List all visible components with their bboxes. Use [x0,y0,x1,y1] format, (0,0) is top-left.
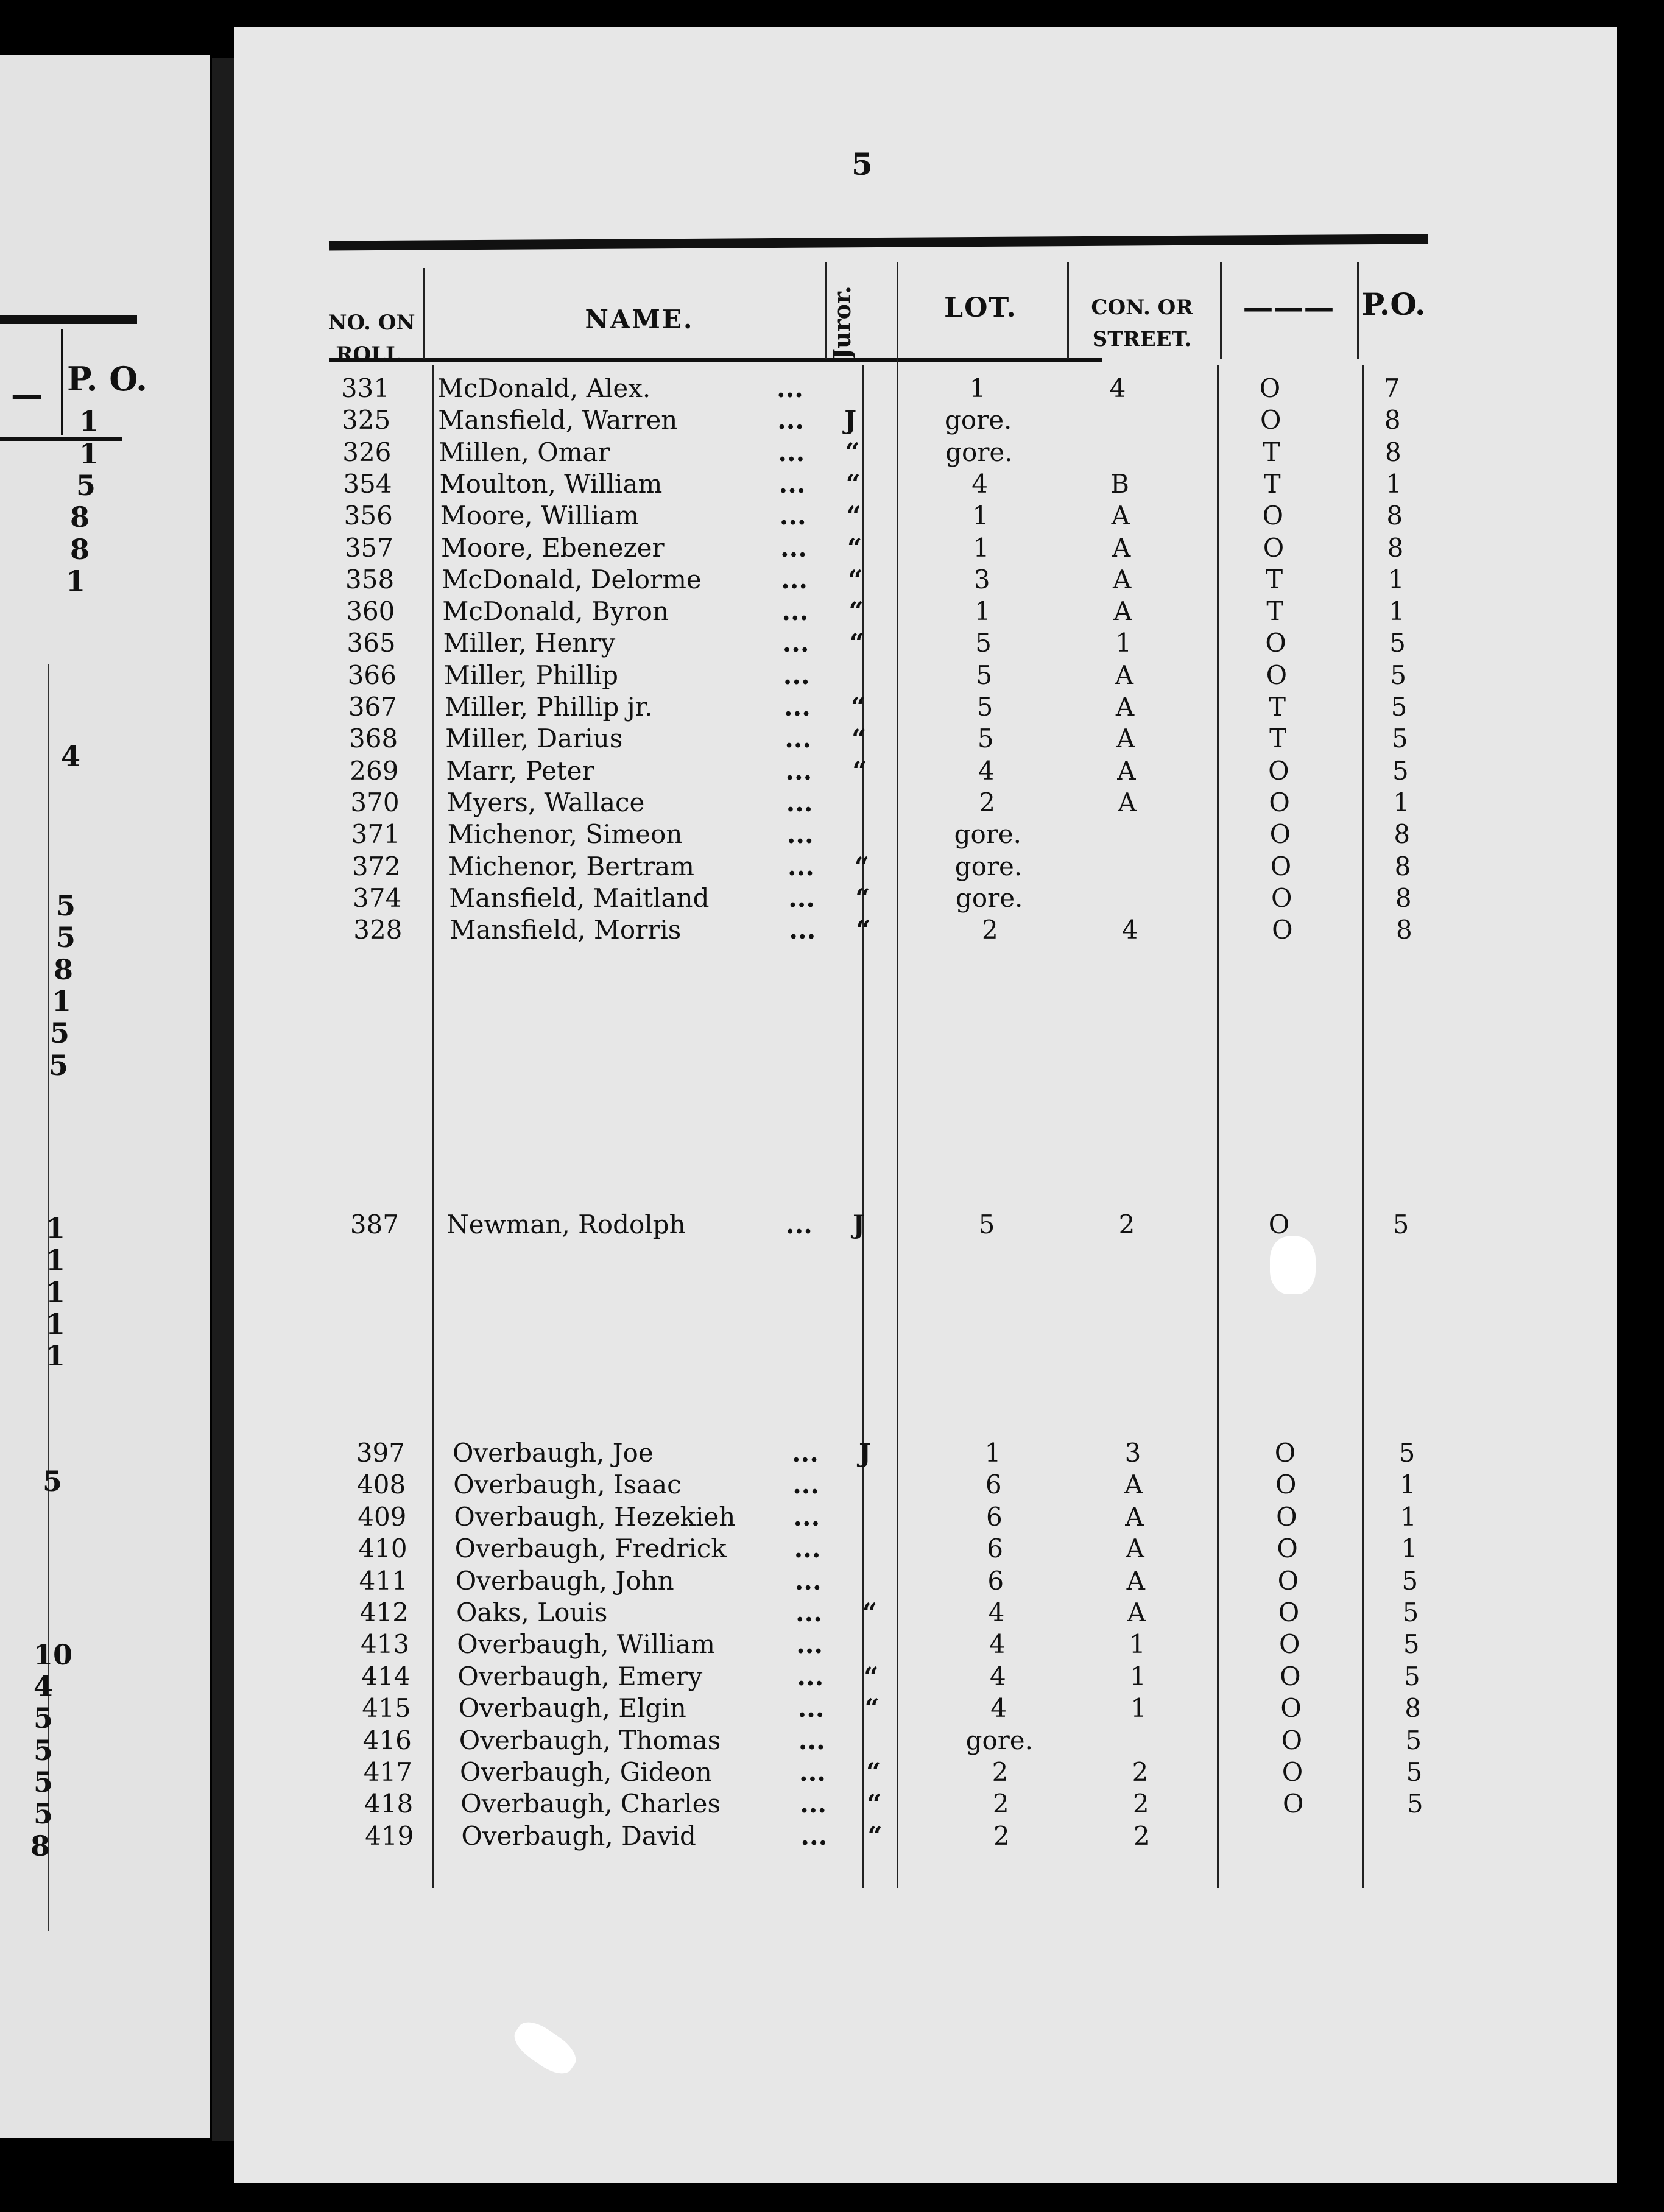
juror-mark: “ [864,1661,879,1691]
juror-mark: “ [847,532,862,563]
lot-value: 5 [977,724,994,754]
roll-number: 358 [345,564,395,594]
leader-dots: ... [800,1820,828,1851]
juror-mark: “ [845,468,861,499]
roll-number: 356 [344,501,393,531]
post-office-value: 5 [1392,1210,1409,1239]
roll-number: 372 [351,851,401,881]
post-office-value: 8 [1405,1693,1421,1724]
roll-number: 360 [346,596,395,627]
entry-name: Overbaugh, Elgin [458,1693,686,1724]
paper-blemish [1270,1236,1316,1294]
status-letter: T [1266,596,1284,627]
status-letter: O [1277,1565,1299,1596]
left-page-po-value: 1 [46,1339,66,1372]
post-office-value: 8 [1385,437,1401,467]
roll-number: 365 [347,628,396,658]
entry-name: Moulton, William [439,468,663,499]
leader-dots: ... [781,564,808,594]
leader-dots: ... [777,405,805,435]
left-page-po-value: 1 [52,985,72,1018]
left-page-po-value: 1 [46,1308,66,1340]
leader-dots: ... [786,819,814,850]
entry-name: Mansfield, Morris [449,915,682,945]
juror-mark: “ [855,882,870,913]
con-or-street-value: 1 [1130,1693,1147,1724]
leader-dots: ... [786,787,813,817]
roll-number: 366 [347,660,397,690]
roll-number: 410 [358,1534,407,1564]
juror-mark: “ [849,628,864,658]
con-or-street-value: A [1111,501,1130,531]
leader-dots: ... [779,501,806,531]
entry-name: Moore, Ebenezer [441,532,665,563]
con-or-street-value: A [1115,692,1135,722]
roll-number: 326 [342,437,392,467]
post-office-value: 8 [1394,819,1411,850]
lot-value: 5 [978,1210,995,1239]
roll-number: 269 [350,755,399,786]
lot-value: 6 [987,1565,1004,1596]
roll-number: 414 [361,1661,411,1691]
status-letter: O [1274,1438,1296,1468]
juror-mark: “ [846,501,861,531]
post-office-value: 5 [1391,692,1408,722]
leader-dots: ... [788,882,816,913]
left-page-header-dash: — [11,376,43,414]
status-letter: O [1269,787,1290,817]
book-gutter [212,58,238,2141]
con-or-street-value: 4 [1109,373,1126,403]
left-page-po-value: 8 [70,501,90,534]
status-letter: T [1268,692,1286,722]
lot-value: 4 [989,1629,1006,1660]
entry-name: Overbaugh, Emery [457,1661,703,1691]
entry-name: Overbaugh, Hezekieh [454,1501,736,1532]
lot-value: gore. [944,405,1012,435]
left-page-po-value: 1 [46,1276,66,1309]
entry-name: Oaks, Louis [456,1597,608,1627]
status-letter: O [1277,1534,1298,1564]
status-letter: O [1270,851,1292,881]
post-office-value: 1 [1386,468,1402,499]
entry-name: Mansfield, Maitland [449,882,710,913]
juror-mark: “ [866,1757,881,1787]
entry-name: McDonald, Delorme [442,564,702,594]
status-letter: O [1268,755,1289,786]
left-page-po-value: 5 [76,469,96,502]
leader-dots: ... [797,1661,824,1691]
lot-value: 6 [987,1534,1003,1564]
roll-number: 408 [357,1470,406,1500]
lot-value: 2 [979,787,995,817]
leader-dots: ... [798,1725,825,1755]
lot-value: 1 [973,532,990,563]
roll-number: 357 [344,532,393,563]
roll-number: 354 [343,468,392,499]
status-letter: O [1276,1501,1297,1532]
juror-mark: “ [867,1789,882,1819]
lot-value: 4 [988,1597,1005,1627]
roll-number: 415 [362,1693,411,1724]
column-divider [1362,365,1364,1888]
status-letter: O [1281,1725,1303,1755]
status-letter: T [1269,724,1287,754]
juror-mark: “ [852,755,867,786]
header-con-or-street [1069,295,1215,351]
status-letter: O [1275,1470,1297,1500]
juror-mark: “ [845,437,860,467]
entry-name: Overbaugh, Charles [460,1789,721,1819]
left-page-header-po: P. O. [67,359,147,398]
roll-number: 397 [356,1438,405,1468]
lot-value: 4 [978,755,995,786]
post-office-value: 5 [1402,1597,1419,1627]
status-letter: O [1278,1629,1300,1660]
lot-value: gore. [965,1725,1034,1755]
entry-name: Miller, Darius [445,724,623,754]
con-or-street-value: 1 [1130,1661,1146,1691]
post-office-value: 5 [1401,1565,1419,1596]
juror-mark: “ [862,1597,878,1627]
left-page-po-value: 5 [33,1766,54,1798]
entry-name: McDonald, Byron [442,596,669,627]
header-juror: Juror. [828,286,856,359]
status-letter: O [1262,501,1284,531]
leader-dots: ... [784,692,811,722]
juror-mark: J [859,1438,871,1468]
left-page-po-value: 5 [49,1049,69,1082]
lot-value: 4 [990,1661,1006,1691]
leader-dots: ... [792,1470,820,1500]
roll-number: 371 [351,819,400,850]
lot-value: 1 [984,1438,1001,1468]
lot-value: 1 [975,596,991,627]
status-letter: T [1266,564,1283,594]
leader-dots: ... [788,851,814,881]
lot-value: 5 [976,692,993,722]
lot-value: 5 [975,628,992,658]
leader-dots: ... [783,660,810,690]
con-or-street-value: A [1113,564,1132,594]
post-office-value: 5 [1403,1629,1420,1660]
post-office-value: 7 [1383,373,1400,403]
status-letter: O [1269,819,1291,850]
status-letter: T [1263,468,1281,499]
status-letter: O [1260,405,1281,435]
left-page-po-value: 5 [33,1702,54,1735]
lot-value: 6 [985,1470,1002,1500]
roll-number: 328 [353,915,403,945]
post-office-value: 1 [1389,596,1405,627]
header-con-line2: STREET. [1092,327,1192,351]
left-page-po-value: 4 [33,1670,54,1703]
column-divider [1217,365,1219,1888]
column-divider [897,262,898,1888]
roll-number: 368 [349,724,398,754]
lot-value: gore. [955,882,1023,913]
post-office-value: 8 [1394,851,1411,881]
juror-mark: “ [851,724,867,754]
juror-mark: “ [851,692,866,722]
entry-name: Overbaugh, Joe [453,1438,654,1468]
lot-value: gore. [954,819,1022,850]
entry-name: Overbaugh, Thomas [459,1725,721,1755]
con-or-street-value: A [1112,532,1131,563]
leader-dots: ... [780,532,807,563]
roll-number: 374 [353,882,402,913]
left-page-po-value: 5 [33,1734,54,1767]
post-office-value: 5 [1389,628,1406,658]
lot-value: gore. [954,851,1023,881]
con-or-street-value: A [1118,787,1137,817]
leader-dots: ... [778,437,805,467]
entry-name: Miller, Phillip [443,660,619,690]
left-page-po-value: 8 [54,953,74,986]
roll-number: 325 [342,405,391,435]
left-page-po-value: 8 [30,1830,51,1862]
post-office-value: 1 [1393,787,1409,817]
header-blank-column: ——— [1243,289,1334,325]
con-or-street-value: 3 [1124,1438,1141,1468]
leader-dots: ... [794,1565,822,1596]
leader-dots: ... [796,1629,823,1660]
leader-dots: ... [777,373,803,403]
column-divider [423,268,425,359]
roll-number: 418 [364,1789,414,1819]
roll-number: 413 [361,1629,410,1660]
entry-name: Marr, Peter [446,755,594,786]
leader-dots: ... [781,596,809,627]
entry-name: Overbaugh, Gideon [460,1757,712,1787]
entry-name: Michenor, Simeon [447,819,683,850]
header-no-on-roll-line2: ROLL. [336,342,407,367]
status-letter: T [1263,437,1280,467]
lot-value: 2 [982,915,998,945]
register-page [234,27,1617,2183]
header-no-on-roll-line1: NO. ON [328,311,415,335]
lot-value: 4 [990,1693,1007,1724]
status-letter: O [1265,628,1286,658]
lot-value: 2 [992,1757,1009,1787]
juror-mark: “ [855,851,870,881]
roll-number: 417 [363,1757,412,1787]
post-office-value: 8 [1386,501,1403,531]
status-letter: O [1282,1789,1304,1819]
left-page-po-value: 1 [66,565,86,597]
entry-name: Miller, Phillip jr. [445,692,653,722]
roll-number: 416 [362,1725,412,1755]
con-or-street-value: 1 [1129,1629,1146,1660]
roll-number: 387 [350,1210,399,1239]
left-page-po-value: 5 [56,921,76,954]
entry-name: Moore, William [440,501,640,531]
column-divider [432,365,434,1888]
con-or-street-value: 2 [1133,1820,1150,1851]
status-letter: O [1280,1661,1301,1691]
post-office-value: 5 [1398,1438,1415,1468]
header-rule [329,358,1102,362]
con-or-street-value: A [1126,1534,1144,1564]
juror-mark: “ [856,915,871,945]
leader-dots: ... [797,1693,825,1724]
entry-name: Newman, Rodolph [446,1210,686,1239]
leader-dots: ... [785,755,813,786]
post-office-value: 5 [1390,660,1407,690]
post-office-value: 1 [1401,1534,1417,1564]
post-office-value: 1 [1400,1501,1417,1532]
left-page-po-value: 1 [79,437,99,470]
left-page-po-value: 5 [56,889,76,922]
lot-value: 6 [986,1501,1003,1532]
left-page-po-value: 10 [33,1638,73,1671]
post-office-value: 5 [1391,724,1408,754]
entry-name: Overbaugh, John [455,1565,674,1596]
status-letter: O [1259,373,1281,403]
status-letter: O [1281,1757,1303,1787]
left-page-po-value: 5 [43,1465,63,1498]
leader-dots: ... [794,1534,821,1564]
juror-mark: “ [848,564,863,594]
entry-name: Overbaugh, William [457,1629,715,1660]
entry-name: Michenor, Bertram [448,851,694,881]
left-page-fragment [0,55,210,2138]
con-or-street-value: A [1116,724,1135,754]
roll-number: 409 [358,1501,407,1532]
con-or-street-value: 1 [1115,628,1132,658]
leader-dots: ... [784,724,812,754]
header-con-line1: CON. OR [1091,295,1193,320]
column-divider [825,262,827,359]
post-office-value: 8 [1395,882,1412,913]
entry-name: Myers, Wallace [446,787,645,817]
status-letter: O [1266,660,1288,690]
left-page-po-value: 5 [50,1016,70,1049]
post-office-value: 1 [1399,1470,1416,1500]
entry-name: Overbaugh, Fredrick [454,1534,727,1564]
left-page-po-value: 1 [79,405,99,438]
status-letter: O [1278,1597,1300,1627]
left-page-po-value: 4 [61,740,81,773]
post-office-value: 5 [1406,1789,1423,1819]
left-page-po-value: 5 [33,1797,54,1830]
post-office-value: 8 [1384,405,1401,435]
con-or-street-value: A [1117,755,1136,786]
header-no-on-roll [320,311,423,367]
entry-name: Overbaugh, David [461,1820,696,1851]
page-number: 5 [851,146,873,182]
left-page-column-line [61,329,63,435]
leader-dots: ... [793,1501,820,1532]
con-or-street-value: 2 [1118,1210,1135,1239]
header-po: P.O. [1361,286,1426,322]
header-name: NAME. [585,305,694,334]
header-lot: LOT. [944,292,1017,323]
post-office-value: 1 [1387,564,1405,594]
lot-value: 2 [993,1820,1010,1851]
juror-mark: “ [848,596,864,627]
con-or-street-value: A [1127,1597,1146,1627]
status-letter: O [1280,1693,1302,1724]
entry-name: Miller, Henry [443,628,616,658]
lot-value: gore. [945,437,1013,467]
roll-number: 419 [365,1820,414,1851]
entry-name: Mansfield, Warren [438,405,678,435]
post-office-value: 5 [1392,755,1409,786]
roll-number: 411 [359,1565,408,1596]
entry-name: Millen, Omar [439,437,610,467]
con-or-street-value: B [1110,468,1130,499]
lot-value: 1 [972,501,989,531]
con-or-street-value: A [1115,660,1133,690]
juror-mark: “ [867,1820,883,1851]
leader-dots: ... [792,1438,819,1468]
leader-dots: ... [800,1789,827,1819]
con-or-street-value: 2 [1132,1789,1149,1819]
entry-name: McDonald, Alex. [437,373,651,403]
left-page-po-value: 1 [46,1244,66,1277]
post-office-value: 5 [1404,1661,1420,1691]
juror-mark: J [853,1210,865,1239]
con-or-street-value: 4 [1122,915,1138,945]
status-letter: O [1272,915,1293,945]
roll-number: 412 [359,1597,409,1627]
post-office-value: 5 [1406,1757,1423,1787]
roll-number: 331 [340,373,390,403]
post-office-value: 5 [1405,1725,1422,1755]
status-letter: O [1271,882,1292,913]
post-office-value: 8 [1396,915,1412,945]
leader-dots: ... [778,468,806,499]
entry-name: Overbaugh, Isaac [453,1470,682,1500]
leader-dots: ... [786,1210,813,1239]
column-divider [1220,262,1222,359]
post-office-value: 8 [1387,532,1404,563]
lot-value: 3 [973,564,990,594]
left-page-header-rule [0,437,122,441]
leader-dots: ... [799,1757,826,1787]
con-or-street-value: A [1124,1470,1143,1500]
roll-number: 367 [348,692,397,722]
juror-mark: “ [864,1693,880,1724]
status-letter: O [1268,1210,1290,1239]
status-letter: O [1263,532,1285,563]
left-page-top-rule [0,315,137,324]
left-page-po-value: 8 [70,533,90,566]
con-or-street-value: A [1126,1565,1145,1596]
lot-value: 4 [971,468,988,499]
left-page-po-value: 1 [46,1212,66,1245]
leader-dots: ... [782,628,809,658]
roll-number: 370 [350,787,400,817]
lot-value: 1 [969,373,986,403]
lot-value: 5 [976,660,993,690]
lot-value: 2 [992,1789,1009,1819]
leader-dots: ... [789,915,816,945]
con-or-street-value: A [1125,1501,1144,1532]
con-or-street-value: 2 [1132,1757,1149,1787]
leader-dots: ... [795,1597,822,1627]
con-or-street-value: A [1113,596,1132,627]
juror-mark: J [844,405,857,435]
